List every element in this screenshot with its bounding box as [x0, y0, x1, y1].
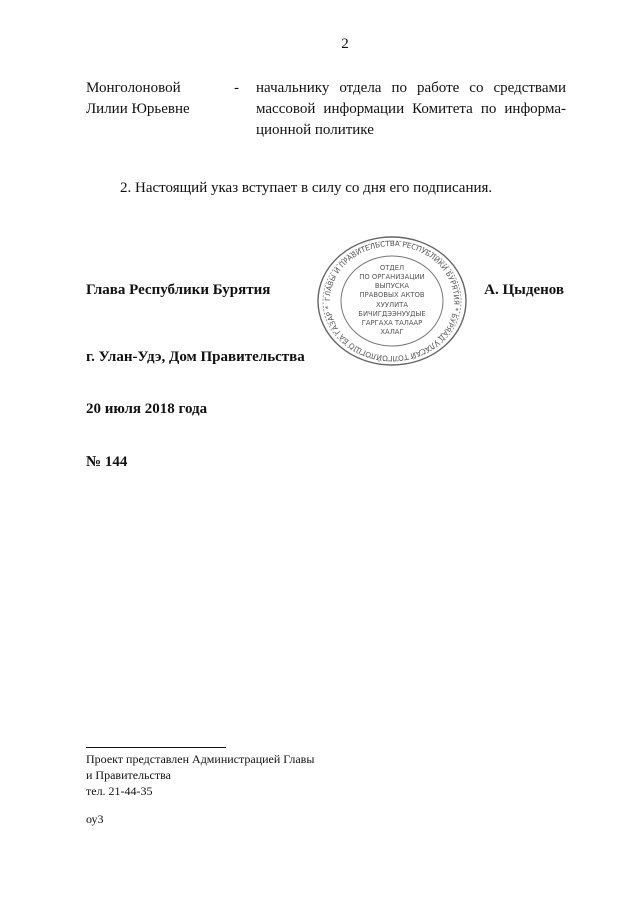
appointee-name-line: Лилии Юрьевне: [86, 101, 190, 117]
footnote-divider: [86, 747, 226, 748]
position-line: начальнику отдела по работе со средствами: [256, 80, 566, 96]
position-line: ционной политике: [256, 122, 374, 138]
signing-place: г. Улан-Удэ, Дом Правительства: [86, 349, 305, 365]
position-line: массовой информации Комитета по информа-: [256, 101, 566, 117]
seal-ring-text: ГЛАВЫ И ПРАВИТЕЛЬСТВА РЕСПУБЛИКИ БУРЯТИЯ * БУРЯАД УЛАСАЙ ТОЛГОЙЛОГШО БА ГАЗАР *: [322, 238, 462, 364]
appointee-name: [86, 78, 236, 120]
seal-text-line: ХАЛАГ: [380, 328, 404, 336]
seal-text-line: ВЫПУСКА: [374, 282, 410, 290]
signatory-title: Глава Республики Бурятия: [86, 282, 271, 298]
seal-text-line: ПРАВОВЫХ АКТОВ: [359, 291, 425, 299]
footnote-line: тел. 21-44-35: [86, 784, 153, 798]
official-seal: [313, 234, 471, 368]
footnote: [86, 751, 314, 799]
seal-text-line: ПО ОРГАНИЗАЦИИ: [359, 273, 425, 281]
appointee-position: [256, 78, 566, 141]
page-number: 2: [341, 36, 349, 52]
seal-text-line: БИЧИГДЭЭНУУДЫЕ: [358, 310, 426, 318]
document-code: оу3: [86, 812, 104, 826]
seal-text-line: ОТДЕЛ: [379, 264, 405, 272]
clause-2: 2. Настоящий указ вступает в силу со дня его подписания.: [120, 180, 493, 196]
signatory-name: А. Цыденов: [484, 282, 564, 298]
decree-number: № 144: [86, 454, 128, 470]
seal-text-line: ГАРГАХА ТАЛААР: [361, 319, 423, 327]
signing-date: 20 июля 2018 года: [86, 401, 208, 417]
appointee-name-line: Монголоновой: [86, 80, 181, 96]
appointee-dash: -: [234, 80, 239, 96]
footnote-line: и Правительства: [86, 768, 171, 782]
seal-text-line: ХУУЛИТА: [376, 301, 408, 309]
footnote-line: Проект представлен Администрацией Главы: [86, 752, 315, 766]
